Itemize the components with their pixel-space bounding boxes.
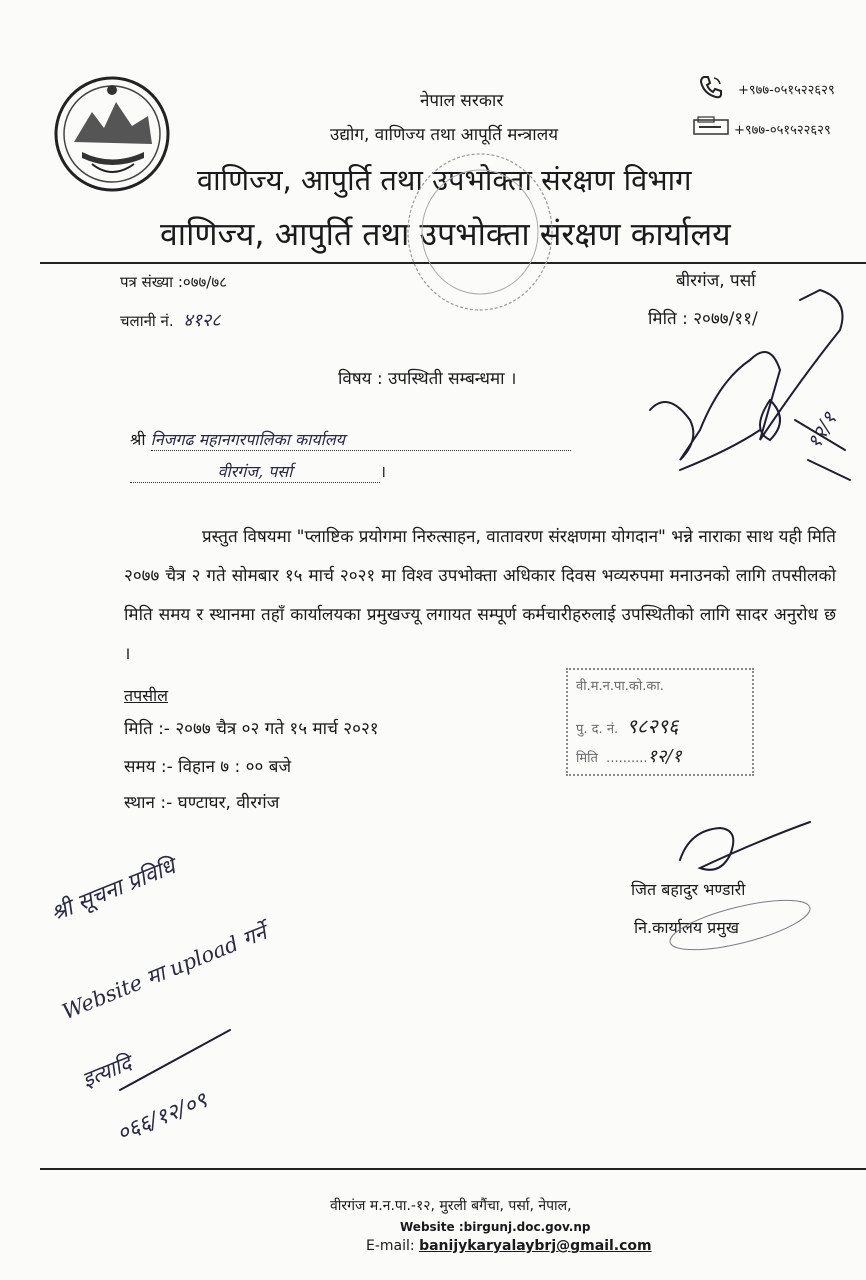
- department-name: वाणिज्य, आपुर्ति तथा उपभोक्ता संरक्षण विभाग: [197, 163, 692, 197]
- details-heading: तपसील: [124, 686, 169, 705]
- letter-date: मिति : २०७७/११/: [648, 309, 758, 329]
- event-date: मिति :- २०७७ चैत्र ०२ गते १५ मार्च २०२१: [124, 719, 379, 739]
- ministry-name: उद्योग, वाणिज्य तथा आपूर्ति मन्त्रालय: [330, 125, 559, 145]
- recipient-line-1: श्री निजगढ महानगरपालिका कार्यालय: [130, 428, 571, 451]
- office-name: वाणिज्य, आपुर्ति तथा उपभोक्ता संरक्षण कार्यालय: [160, 215, 731, 253]
- received-stamp: [566, 668, 754, 776]
- signatory-name: जित बहादुर भण्डारी: [631, 880, 746, 899]
- stamp-number: पु. द. नं. ९८२९६: [576, 714, 679, 738]
- footer-address: वीरगंज म.न.पा.-१२, मुरली बगैंचा, पर्सा, नेपाल,: [330, 1198, 572, 1214]
- letter-place: बीरगंज, पर्सा: [676, 271, 756, 291]
- event-place: स्थान :- घण्टाघर, वीरगंज: [124, 793, 280, 813]
- letter-number: पत्र संख्या :०७७/७८: [120, 273, 227, 291]
- fax-number: +९७७-०५१५२२६२९: [734, 123, 831, 138]
- letter-body: प्रस्तुत विषयमा "प्लाष्टिक प्रयोगमा निरुत्साहन, वातावरण संरक्षणमा योगदान" भन्ने नाराका साथ यही मिति २०७७ चैत्र २ गते सोमबार १५ मार्च २०२१ मा विश्व उपभोक्ता अधिकार दिवस भव्यरुपमा मनाउनको लागि तपसीलको मिति समय र स्थानमा तहाँ कार्यालयका प्रमुखज्यू लगायत सम्पूर्ण कर्मचारीहरुलाई उपस्थितीको लागि सादर अनुरोध छ ।: [124, 527, 836, 664]
- event-time: समय :- विहान ७ : ०० बजे: [124, 757, 292, 777]
- handwritten-note-1: श्री सूचना प्रविधि: [47, 854, 179, 927]
- phone-icon: [698, 74, 724, 100]
- footer-website: Website :birgunj.doc.gov.np: [400, 1220, 591, 1234]
- footer-divider: [40, 1168, 866, 1170]
- signatory-designation: नि.कार्यालय प्रमुख: [634, 918, 739, 937]
- stamp-office: वी.म.न.पा.को.का.: [576, 679, 664, 694]
- letter-subject: विषय : उपस्थिती सम्बन्धमा ।: [338, 369, 517, 389]
- recipient-line-2: वीरगंज, पर्सा ।: [130, 460, 386, 483]
- footer-email: E-mail: banijykaryalaybrj@gmail.com: [366, 1238, 652, 1254]
- handwritten-initials: १२/१: [801, 408, 842, 453]
- government-name: नेपाल सरकार: [420, 91, 504, 111]
- phone-number: +९७७-०५१५२२६२९: [738, 83, 835, 98]
- header-divider: [40, 262, 866, 264]
- website-link[interactable]: birgunj.doc.gov.np: [463, 1220, 591, 1234]
- nepal-emblem-icon: [52, 72, 172, 197]
- handwritten-note-2: Website मा upload गर्ने: [58, 920, 270, 1025]
- email-link[interactable]: banijykaryalaybrj@gmail.com: [419, 1238, 652, 1254]
- dispatch-number: चलानी नं. ४१२८: [120, 310, 221, 331]
- stamp-date: मिति ..........१२/१: [576, 746, 682, 767]
- handwritten-note-3: इत्यादि: [78, 1050, 135, 1093]
- fax-icon: [693, 116, 729, 136]
- officer-signature: [680, 822, 810, 870]
- handwritten-note-date: ०६६/१२/०९: [113, 1088, 211, 1147]
